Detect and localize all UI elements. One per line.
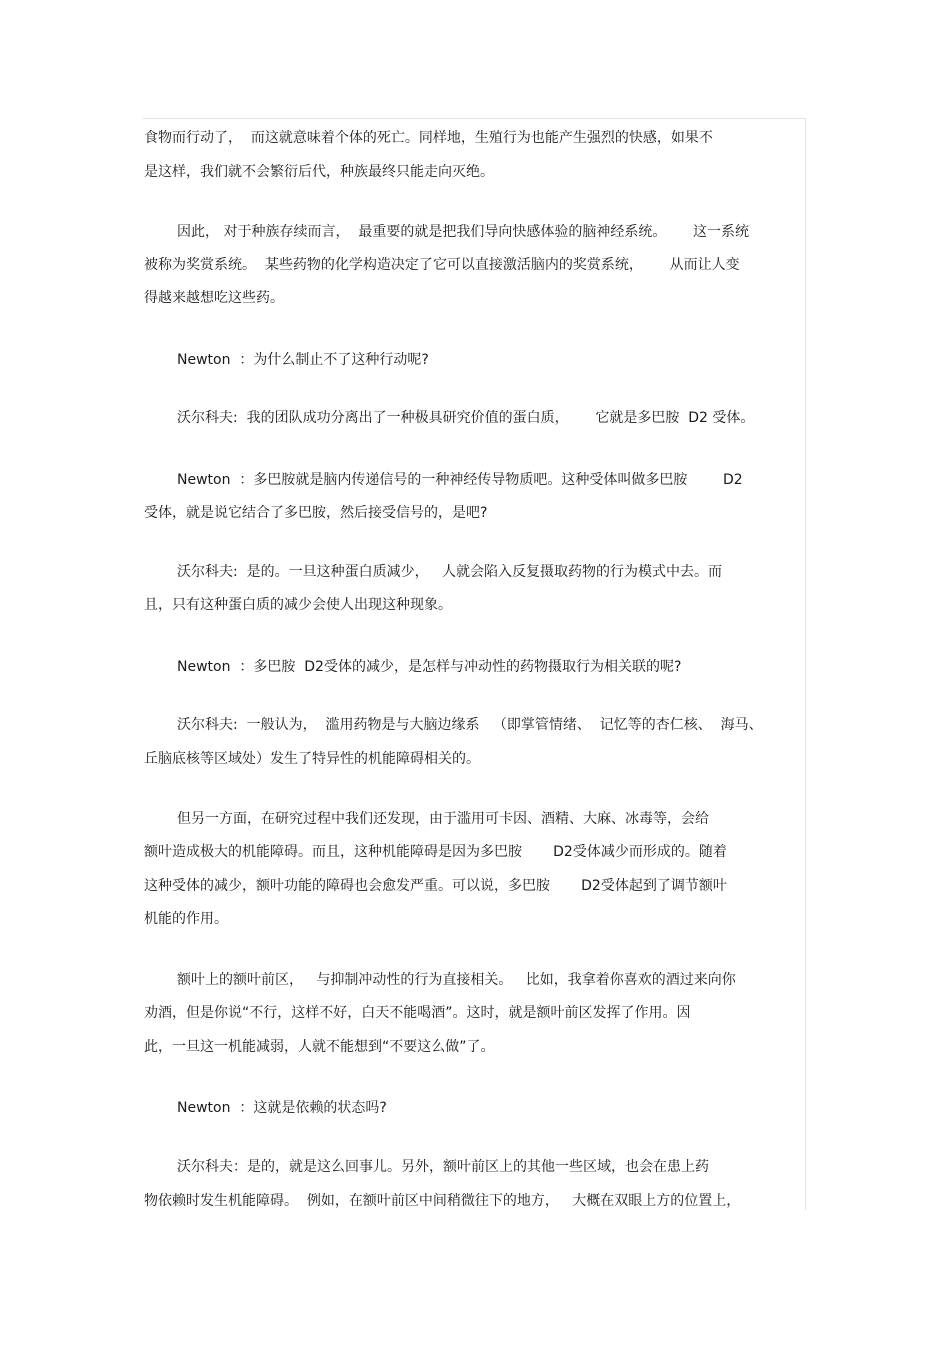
- text-line: 被称为奖赏系统。 某些药物的化学构造决定了它可以直接激活脑内的奖赏系统， 从而让人变: [144, 257, 740, 273]
- text-line: Newton ：这就是依赖的状态吗?: [177, 1100, 387, 1116]
- text-line: 且，只有这种蛋白质的减少会使人出现这种现象。: [144, 597, 452, 613]
- text-line: Newton ：多巴胺就是脑内传递信号的一种神经传导物质吧。这种受体叫做多巴胺 D2: [177, 472, 743, 488]
- text-line: 沃尔科夫: 一般认为， 滥用药物是与大脑边缘系 （即掌管情绪、 记忆等的杏仁核、 海马、: [177, 717, 763, 733]
- text-line: 沃尔科夫: 我的团队成功分离出了一种极具研究价值的蛋白质， 它就是多巴胺 D2 受体。: [177, 410, 755, 426]
- text-line: 受体，就是说它结合了多巴胺，然后接受信号的，是吧?: [144, 505, 488, 521]
- text-line: 物依赖时发生机能障碍。 例如，在额叶前区中间稍微往下的地方， 大概在双眼上方的位置上，: [144, 1193, 741, 1209]
- text-line: 因此， 对于种族存续而言， 最重要的就是把我们导向快感体验的脑神经系统。 这一系统: [177, 224, 750, 240]
- text-line: 劝酒，但是你说“不行，这样不好，白天不能喝酒”。这时，就是额叶前区发挥了作用。因: [144, 1005, 691, 1021]
- text-line: 额叶上的额叶前区， 与抑制冲动性的行为直接相关。 比如，我拿着你喜欢的酒过来向你: [177, 972, 736, 988]
- text-line: 得越来越想吃这些药。: [144, 290, 284, 306]
- text-line: 这种受体的减少，额叶功能的障碍也会愈发严重。可以说，多巴胺 D2受体起到了调节额叶: [144, 878, 727, 894]
- text-line: Newton ：多巴胺 D2受体的减少，是怎样与冲动性的药物摄取行为相关联的呢?: [177, 659, 682, 675]
- text-line: 此，一旦这一机能减弱，人就不能想到“不要这么做”了。: [144, 1039, 495, 1055]
- text-line: 沃尔科夫：是的，就是这么回事儿。另外，额叶前区上的其他一些区域，也会在患上药: [177, 1159, 709, 1175]
- text-line: 沃尔科夫: 是的。一旦这种蛋白质减少， 人就会陷入反复摄取药物的行为模式中去。而: [177, 564, 722, 580]
- text-line: 食物而行动了， 而这就意味着个体的死亡。同样地，生殖行为也能产生强烈的快感，如果不: [144, 130, 713, 146]
- text-line: Newton ：为什么制止不了这种行动呢?: [177, 352, 429, 368]
- text-line: 丘脑底核等区域处）发生了特异性的机能障碍相关的。: [144, 751, 480, 767]
- text-line: 机能的作用。: [144, 911, 228, 927]
- text-line: 额叶造成极大的机能障碍。而且，这种机能障碍是因为多巴胺 D2受体减少而形成的。随着: [144, 844, 727, 860]
- text-line: 是这样，我们就不会繁衍后代，种族最终只能走向灭绝。: [144, 164, 494, 180]
- text-line: 但另一方面，在研究过程中我们还发现，由于滥用可卡因、酒精、大麻、冰毒等，会给: [177, 811, 709, 827]
